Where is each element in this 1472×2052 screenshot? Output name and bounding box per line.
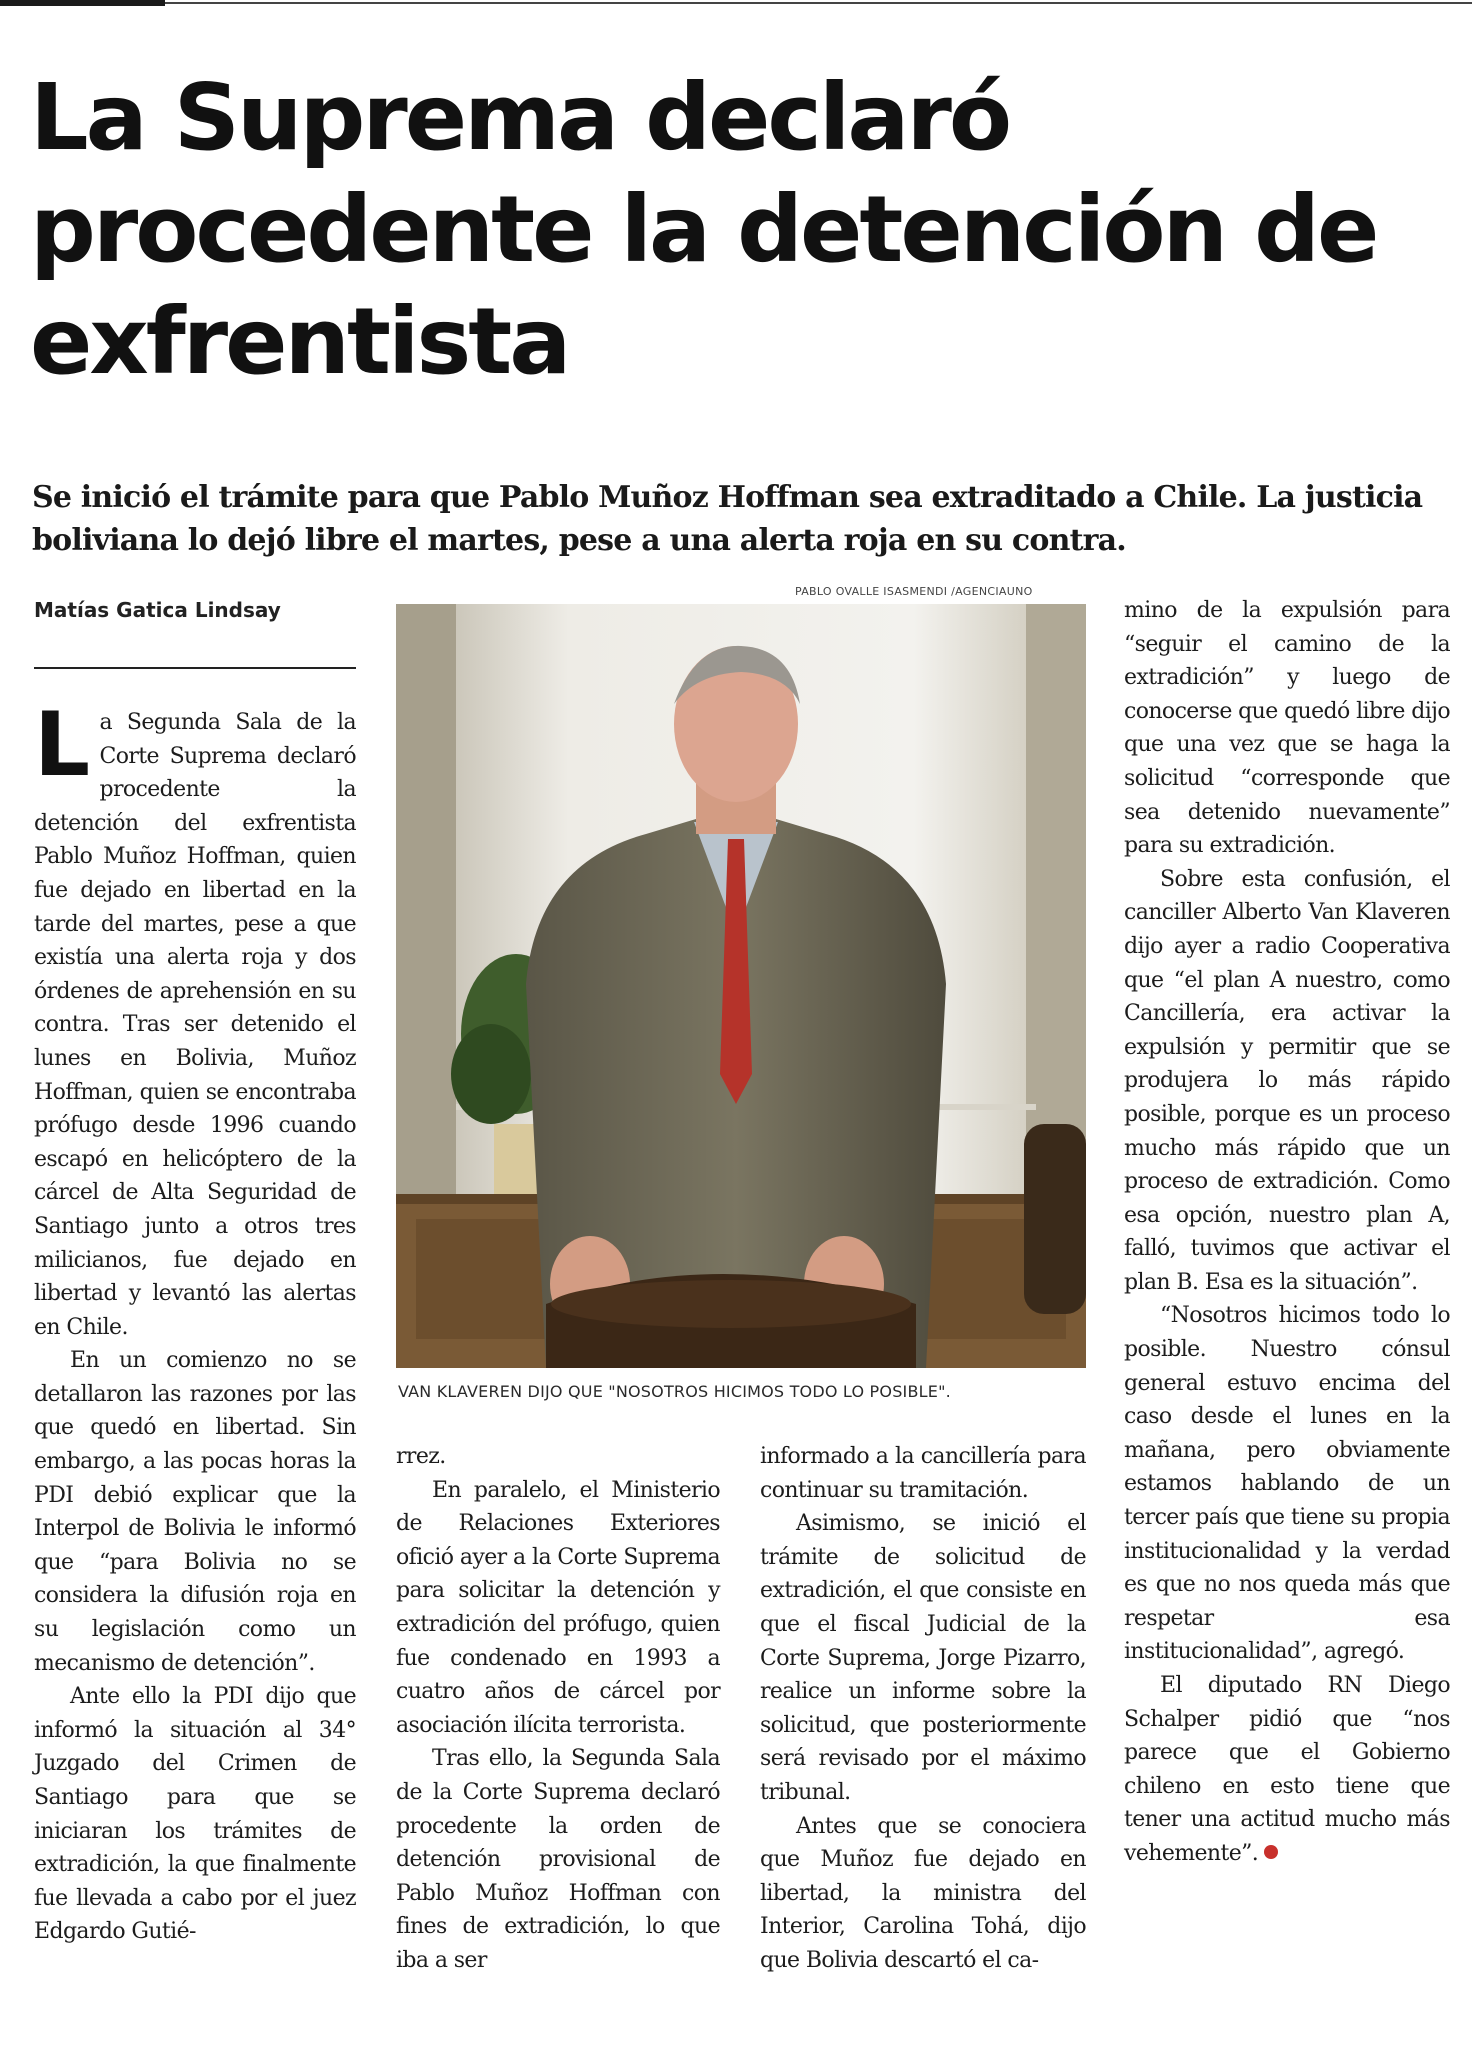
paragraph: rrez. [396,1444,446,1469]
paragraph: mino de la expulsión para “seguir el camino de la extradición” y luego de conocerse que quedó libre dijo que una vez que se haga la solicitud “corresponde que sea detenido nuevamente” para su extradición. [1124,598,1450,859]
section-bar [0,0,165,6]
paragraph: Tras ello, la Segunda Sala de la Corte Suprema declaró procedente la orden de detención provisional de Pablo Muñoz Hoffman con fines de extradición, lo que iba a ser [396,1746,720,1973]
photo-illustration [396,604,1086,1368]
article-column-3 [760,1440,1086,1978]
paragraph: Antes que se conociera que Muñoz fue dejado en libertad, la ministra del Interior, Carolina Tohá, dijo que Bolivia descartó el ca- [760,1813,1086,1973]
paragraph: El diputado RN Diego Schalper pidió que “nos parece que el Gobierno chileno en esto tiene que tener una actitud mucho más vehemente”. [1124,1673,1450,1866]
article-column-1 [34,693,356,1949]
deck: Se inició el trámite para que Pablo Muñoz Hoffman sea extraditado a Chile. La justicia boliviana lo dejó libre el martes, pese a una alerta roja en su contra. [32,480,1423,558]
top-rule [165,2,1472,4]
end-mark-icon [1264,1845,1278,1859]
article-column-2 [396,1440,720,1978]
paragraph: En un comienzo no se detallaron las razones por las que quedó en libertad. Sin embargo, a las pocas horas la PDI debió explicar que la Interpol de Bolivia le informó que “para Bolivia no se considera la difusión roja en su legislación como un mecanismo de detención”. [34,1348,356,1676]
drop-cap: L [34,693,90,796]
paragraph: En paralelo, el Ministerio de Relaciones Exteriores ofició ayer a la Corte Suprema para solicitar la detención y extradición del prófugo, quien fue condenado en 1993 a cuatro años de cárcel por asociación ilícita terrorista. [396,1477,720,1738]
article-photo [396,604,1086,1368]
paragraph: “Nosotros hicimos todo lo posible. Nuestro cónsul general estuvo encima del caso desde el lunes en la mañana, pero obviamente estamos hablando de un tercer país que tiene su propia institucionalidad y la verdad es que no nos queda más que respetar esa institucionalidad”, agregó. [1124,1303,1450,1665]
byline-rule [34,667,356,669]
paragraph: Ante ello la PDI dijo que informó la situación al 34° Juzgado del Crimen de Santiago para que se iniciaran los trámites de extradición, la que finalmente fue llevada a cabo por el juez Edgardo Gutié- [34,1684,356,1945]
paragraph: La Segunda Sala de la Corte Suprema declaró procedente la detención del exfrentista Pablo Muñoz Hoffman, quien fue dejado en libertad en la tarde del martes, pese a que existía una alerta roja y dos órdenes de aprehensión en su contra. Tras ser detenido el lunes en Bolivia, Muñoz Hoffman, quien se encontraba prófugo desde 1996 cuando escapó en helicóptero de la cárcel de Alta Seguridad de Santiago junto a otros tres milicianos, fue dejado en libertad y levantó las alertas en Chile. [34,693,356,1340]
headline: La Suprema declaró procedente la detención de exfrentista [30,64,1377,395]
photo-credit: PABLO OVALLE ISASMENDI /AGENCIAUNO [795,585,1033,598]
paragraph: informado a la cancillería para continuar su tramitación. [760,1444,1086,1503]
article-column-4 [1124,594,1450,1871]
byline: Matías Gatica Lindsay [34,598,281,622]
paragraph: Sobre esta confusión, el canciller Alberto Van Klaveren dijo ayer a radio Cooperativa que “el plan A nuestro, como Cancillería, era activar la expulsión y permitir que se produjera lo más rápido posible, porque es un proceso mucho más rápido que un proceso de extradición. Como esa opción, nuestro plan A, falló, tuvimos que activar el plan B. Esa es la situación”. [1124,866,1450,1295]
photo-caption: VAN KLAVEREN DIJO QUE "NOSOTROS HICIMOS TODO LO POSIBLE". [398,1382,951,1401]
paragraph: Asimismo, se inició el trámite de solicitud de extradición, el que consiste en que el fiscal Judicial de la Corte Suprema, Jorge Pizarro, realice un informe sobre la solicitud, que posteriormente será revisado por el máximo tribunal. [760,1511,1086,1805]
